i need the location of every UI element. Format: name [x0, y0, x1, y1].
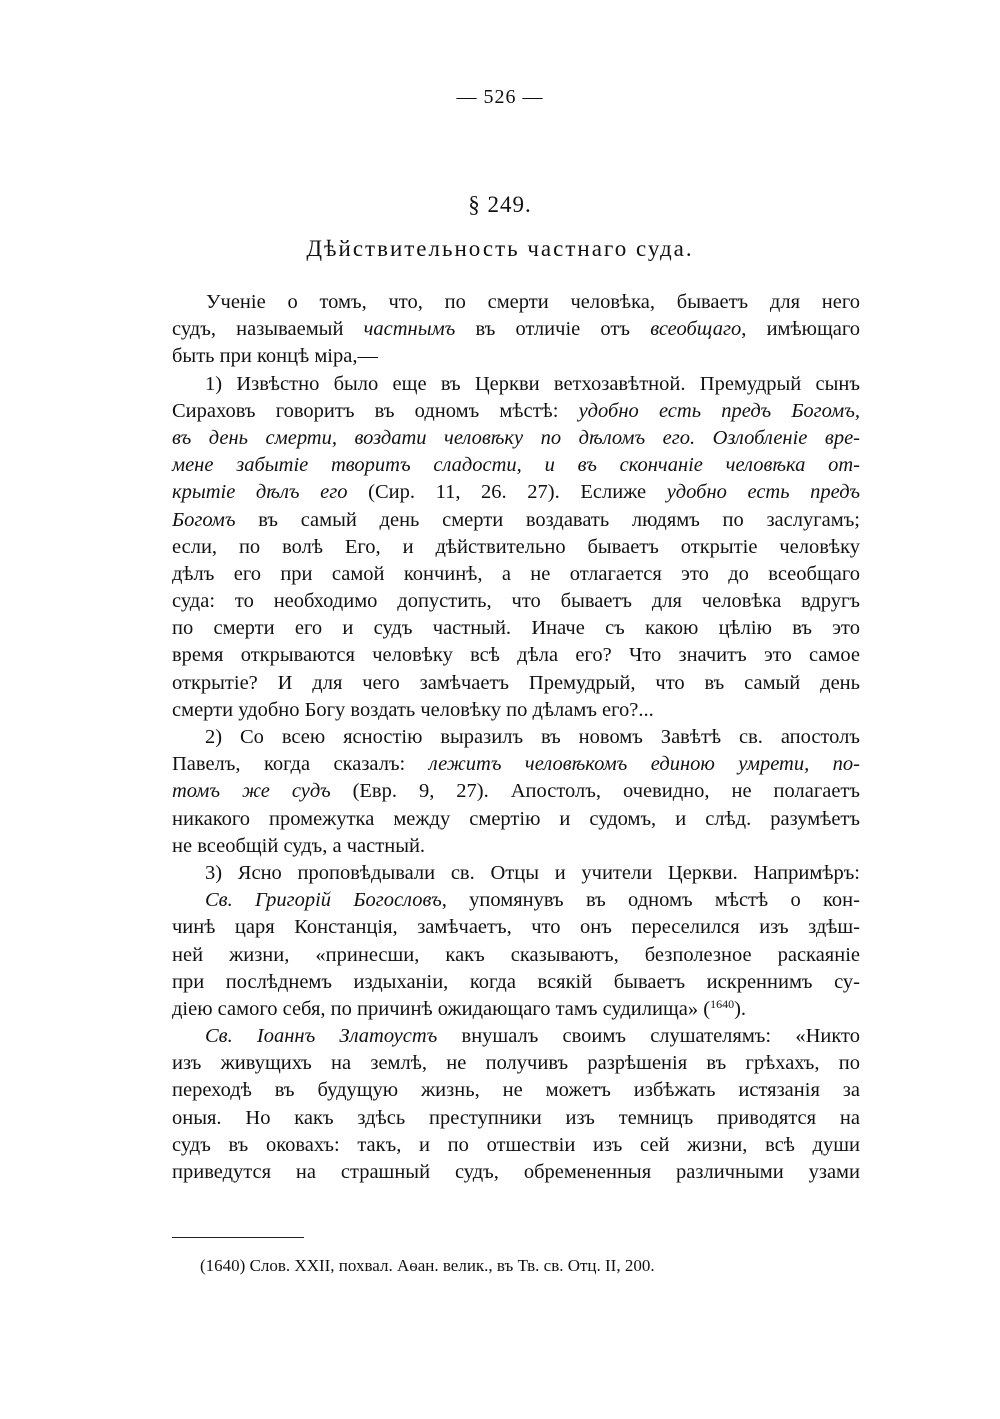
text-span: томъ же судъ: [172, 780, 331, 803]
text-span: внушалъ своимъ слушателямъ: «Никто: [437, 1025, 860, 1048]
text-span: если, по волѣ Его, и дѣйствительно бываетъ открытіе человѣку: [172, 535, 860, 558]
text-line: [172, 615, 860, 642]
text-span: , имѣющаго: [741, 318, 860, 341]
text-line: [172, 670, 860, 697]
text-span: ней жизни, «принесши, какъ сказываютъ, безполезное раскаяніе: [172, 943, 860, 966]
text-line: [172, 479, 860, 506]
text-span: приведутся на страшный судъ, обремененныя различными узами: [172, 1161, 860, 1183]
text-line: [172, 398, 860, 425]
text-line: [172, 1105, 860, 1132]
text-span: изъ живущихъ на землѣ, не получивъ разрѣшенія въ грѣхахъ, по: [172, 1052, 860, 1075]
text-line: [172, 507, 860, 534]
text-span: лежитъ человѣкомъ единою умрети, по-: [428, 753, 860, 776]
text-line: [172, 969, 860, 996]
text-span: открытіе? И для чего замѣчаетъ Премудрый, что въ самый день: [172, 671, 860, 694]
text-span: 1) Извѣстно было еще въ Церкви ветхозавѣтной. Премудрый сынъ: [205, 372, 860, 395]
text-span: 3) Ясно проповѣдывали св. Отцы и учители Церкви. Напримѣръ:: [205, 861, 860, 884]
text-span: всеобщаго: [650, 318, 742, 341]
text-line: [172, 452, 860, 479]
page-number: — 526 —: [456, 86, 544, 108]
text-line: [172, 697, 860, 724]
text-span: удобно есть предъ Богомъ,: [578, 399, 860, 422]
text-span: (Сир. 11, 26. 27). Еслиже: [347, 481, 667, 504]
text-line: [172, 1023, 860, 1050]
text-line: [172, 316, 860, 343]
text-line: [172, 561, 860, 588]
text-span: частнымъ: [363, 318, 456, 341]
text-line: [172, 343, 860, 370]
text-span: въ день смерти, воздати человѣку по дѣломъ его. Озлобленіе вре-: [172, 426, 860, 449]
text-line: [172, 1159, 860, 1186]
text-line: [172, 914, 860, 941]
text-span: дѣлъ его при самой кончинѣ, а не отлагается это до всеобщаго: [172, 562, 860, 585]
text-span: суда: то необходимо допустить, что бываетъ для человѣка вдругъ: [172, 590, 860, 613]
text-span: Павелъ, когда сказалъ:: [172, 753, 429, 776]
text-line: [172, 860, 860, 887]
text-span: мене забытіе творитъ сладости, и въ скончаніе человѣка от-: [172, 454, 860, 477]
text-span: чинѣ царя Констанція, замѣчаетъ, что онъ переселился изъ здѣш-: [172, 916, 860, 939]
text-line: [172, 751, 860, 778]
text-span: при послѣднемъ издыханіи, когда всякій бываетъ искреннимъ су-: [172, 970, 860, 993]
text-span: время открываются человѣку всѣ дѣла его? Что значитъ это самое: [172, 644, 860, 667]
text-span: Богомъ: [172, 508, 236, 531]
text-line: [172, 1050, 860, 1077]
footnote-divider: [172, 1237, 304, 1238]
text-span: не всеобщій судъ, а частный.: [172, 834, 426, 857]
text-span: оныя. Но какъ здѣсь преступники изъ темницъ приводятся на: [172, 1106, 860, 1129]
text-line: [172, 588, 860, 615]
text-span: по смерти его и судъ частный. Иначе съ какою цѣлію въ это: [172, 617, 860, 640]
text-span: , упомянувъ въ одномъ мѣстѣ о кон-: [441, 889, 860, 912]
text-line: [172, 371, 860, 398]
text-span: смерти удобно Богу воздать человѣку по дѣламъ его?...: [172, 698, 654, 721]
text-span: крытіе дѣлъ его: [172, 481, 348, 504]
text-line: [172, 289, 860, 316]
text-span: въ отличіе отъ: [455, 318, 651, 341]
text-span: никакого промежутка между смертію и судомъ, и слѣд. разумѣетъ: [172, 807, 860, 830]
text-span: удобно есть предъ: [666, 481, 860, 504]
text-line: [172, 996, 860, 1023]
text-span: въ самый день смерти воздавать людямъ по заслугамъ;: [235, 508, 860, 531]
text-span: Ученіе о томъ, что, по смерти человѣка, бываетъ для него: [206, 291, 860, 313]
text-line: [172, 806, 860, 833]
text-line: [172, 778, 860, 805]
footnote: (1640) Слов. XXII, похвал. Аѳан. велик., въ Тв. св. Отц. II, 200.: [200, 1256, 655, 1275]
text-span: ).: [734, 997, 747, 1020]
section-title: Дѣйствительность частнаго суда.: [306, 236, 694, 261]
text-line: [172, 642, 860, 669]
text-span: діею самого себя, по причинѣ ожидающаго тамъ судилища» (: [172, 997, 711, 1020]
text-span: 1640: [710, 996, 735, 1011]
text-line: [172, 425, 860, 452]
text-span: Сираховъ говоритъ въ одномъ мѣстѣ:: [172, 399, 579, 422]
text-line: [172, 942, 860, 969]
text-span: быть при концѣ міра,—: [172, 345, 378, 368]
text-line: [172, 1132, 860, 1159]
text-span: Св. Іоаннъ Златоустъ: [205, 1025, 438, 1048]
text-span: Св. Григорій Богословъ: [205, 889, 442, 912]
text-span: переходѣ въ будущую жизнь, не можетъ избѣжать истязанія за: [172, 1079, 860, 1102]
text-line: [172, 724, 860, 751]
text-span: (Евр. 9, 27). Апостолъ, очевидно, не полагаетъ: [330, 780, 860, 803]
body-text: [172, 289, 860, 1186]
text-line: [172, 1077, 860, 1104]
text-line: [172, 534, 860, 561]
text-line: [172, 887, 860, 914]
text-span: судъ въ оковахъ: такъ, и по отшествіи изъ сей жизни, всѣ души: [172, 1133, 860, 1156]
text-line: [172, 833, 860, 860]
text-span: судъ, называемый: [172, 318, 364, 341]
text-span: 2) Со всею ясностію выразилъ въ новомъ Завѣтѣ св. апостолъ: [205, 726, 860, 748]
section-number: § 249.: [468, 192, 532, 217]
